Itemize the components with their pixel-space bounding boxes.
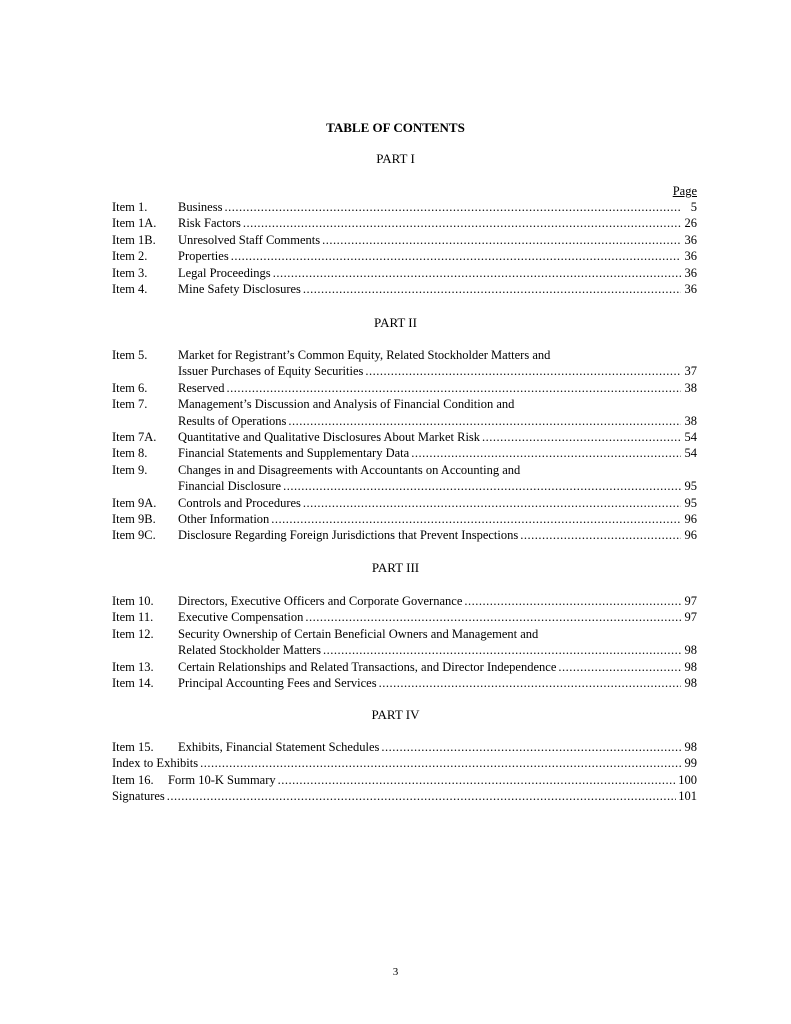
item-title-line-1: Security Ownership of Certain Beneficial Owners and Management and xyxy=(178,626,539,641)
item-page: 36 xyxy=(684,249,697,264)
item-page: 98 xyxy=(684,659,697,674)
part-3-list xyxy=(112,593,697,691)
toc-row-item-9-cont[interactable] xyxy=(112,478,697,494)
item-page: 98 xyxy=(684,643,697,658)
item-title: Signatures xyxy=(112,789,165,804)
toc-row-item-4[interactable] xyxy=(112,281,697,297)
toc-row-item-1[interactable] xyxy=(112,199,697,215)
item-title: Form 10-K Summary xyxy=(168,772,276,787)
toc-row-item-12[interactable] xyxy=(112,626,697,642)
toc-row-item-9[interactable] xyxy=(112,462,697,478)
toc-row-item-16[interactable] xyxy=(112,772,697,788)
toc-row-item-15[interactable] xyxy=(112,739,697,755)
item-title: Business xyxy=(178,200,223,214)
item-title: Exhibits, Financial Statement Schedules xyxy=(178,740,380,754)
item-title: Financial Statements and Supplementary Data xyxy=(178,446,410,461)
item-title: Legal Proceedings xyxy=(178,265,271,280)
item-title: Certain Relationships and Related Transactions, and Director Independence xyxy=(178,659,557,674)
item-title: Directors, Executive Officers and Corporate Governance xyxy=(178,594,463,608)
part-4-list xyxy=(112,739,697,805)
item-number: Item 7A. xyxy=(112,429,157,444)
toc-row-item-7-cont[interactable] xyxy=(112,413,697,429)
toc-row-item-1b[interactable] xyxy=(112,232,697,248)
item-page: 38 xyxy=(684,380,697,395)
item-title-line-1: Management’s Discussion and Analysis of Financial Condition and xyxy=(178,397,515,412)
item-number: Item 12. xyxy=(112,626,154,641)
item-title: Controls and Procedures xyxy=(178,495,301,510)
toc-row-item-3[interactable] xyxy=(112,265,697,281)
toc-row-item-10[interactable] xyxy=(112,593,697,609)
part-2-list xyxy=(112,347,697,544)
item-number: Item 5. xyxy=(112,348,148,362)
toc-row-item-11[interactable] xyxy=(112,609,697,625)
item-title: Disclosure Regarding Foreign Jurisdictions that Prevent Inspections xyxy=(178,528,519,543)
item-title: Principal Accounting Fees and Services xyxy=(178,675,377,690)
page-column-header: Page xyxy=(672,184,697,198)
item-page: 96 xyxy=(684,528,697,543)
toc-title: TABLE OF CONTENTS xyxy=(326,120,465,135)
item-page: 99 xyxy=(684,756,697,771)
item-number: Item 6. xyxy=(112,380,148,395)
item-title: Reserved xyxy=(178,380,225,395)
toc-row-item-14[interactable] xyxy=(112,675,697,691)
item-title: Quantitative and Qualitative Disclosures About Market Risk xyxy=(178,429,481,444)
item-page: 36 xyxy=(684,265,697,280)
item-title: Index to Exhibits xyxy=(112,756,199,771)
item-page: 95 xyxy=(684,495,697,510)
item-title-line-2: Financial Disclosure xyxy=(178,479,282,494)
item-page: 95 xyxy=(684,479,697,494)
toc-row-item-5[interactable] xyxy=(112,347,697,363)
item-number: Item 2. xyxy=(112,249,148,264)
item-number: Item 9. xyxy=(112,462,148,477)
item-number: Item 10. xyxy=(112,594,154,608)
item-page: 100 xyxy=(678,772,697,787)
toc-row-item-9c[interactable] xyxy=(112,527,697,543)
item-page: 54 xyxy=(684,446,697,461)
item-page: 36 xyxy=(684,232,697,247)
item-title-line-2: Issuer Purchases of Equity Securities xyxy=(178,364,364,379)
item-page: 36 xyxy=(684,281,697,296)
item-title-line-1: Changes in and Disagreements with Accountants on Accounting and xyxy=(178,462,521,477)
part-4-heading: PART IV xyxy=(371,707,420,722)
item-page: 5 xyxy=(690,200,697,214)
toc-row-item-2[interactable] xyxy=(112,248,697,264)
item-number: Item 13. xyxy=(112,659,154,674)
toc-row-item-7[interactable] xyxy=(112,396,697,412)
toc-row-index-to-exhibits[interactable] xyxy=(112,755,697,771)
item-number: Item 1B. xyxy=(112,232,156,247)
toc-row-item-9b[interactable] xyxy=(112,511,697,527)
toc-row-item-7a[interactable] xyxy=(112,429,697,445)
toc-row-item-12-cont[interactable] xyxy=(112,642,697,658)
item-title: Unresolved Staff Comments xyxy=(178,232,321,247)
part-1-list xyxy=(112,199,697,297)
item-title: Mine Safety Disclosures xyxy=(178,281,301,296)
item-page: 37 xyxy=(684,364,697,379)
item-title: Properties xyxy=(178,249,229,264)
toc-row-item-5-cont[interactable] xyxy=(112,363,697,379)
item-title: Other Information xyxy=(178,511,270,526)
item-page: 54 xyxy=(684,429,697,444)
item-number: Item 9A. xyxy=(112,495,157,510)
item-page: 98 xyxy=(684,740,697,754)
item-title-line-2: Related Stockholder Matters xyxy=(178,643,322,658)
item-number: Item 9C. xyxy=(112,528,156,543)
item-title-line-1: Market for Registrant’s Common Equity, Related Stockholder Matters and xyxy=(178,348,551,362)
item-number: Item 15. xyxy=(112,740,154,754)
item-number: Item 14. xyxy=(112,675,154,690)
item-number: Item 16. xyxy=(112,772,154,787)
item-page: 38 xyxy=(684,413,697,428)
item-page: 96 xyxy=(684,511,697,526)
item-page: 101 xyxy=(678,789,697,804)
item-page: 97 xyxy=(684,594,697,608)
item-number: Item 3. xyxy=(112,265,148,280)
item-number: Item 11. xyxy=(112,610,154,625)
item-number: Item 7. xyxy=(112,397,148,412)
item-number: Item 4. xyxy=(112,281,148,296)
item-number: Item 1A. xyxy=(112,216,157,231)
toc-row-item-8[interactable] xyxy=(112,445,697,461)
item-number: Item 1. xyxy=(112,200,148,214)
item-page: 97 xyxy=(684,610,697,625)
part-3-heading: PART III xyxy=(371,560,420,575)
toc-row-item-6[interactable] xyxy=(112,380,697,396)
item-title: Executive Compensation xyxy=(178,610,304,625)
toc-row-item-9a[interactable] xyxy=(112,495,697,511)
item-number: Item 9B. xyxy=(112,511,156,526)
item-page: 98 xyxy=(684,675,697,690)
footer-page-number: 3 xyxy=(392,966,399,978)
toc-row-item-13[interactable] xyxy=(112,659,697,675)
part-2-heading: PART II xyxy=(374,315,417,330)
item-title-line-2: Results of Operations xyxy=(178,413,287,428)
part-1-heading: PART I xyxy=(376,151,415,166)
item-page: 26 xyxy=(684,216,697,231)
item-number: Item 8. xyxy=(112,446,148,461)
toc-row-signatures[interactable] xyxy=(112,788,697,804)
item-title: Risk Factors xyxy=(178,216,241,231)
toc-row-item-1a[interactable] xyxy=(112,215,697,231)
